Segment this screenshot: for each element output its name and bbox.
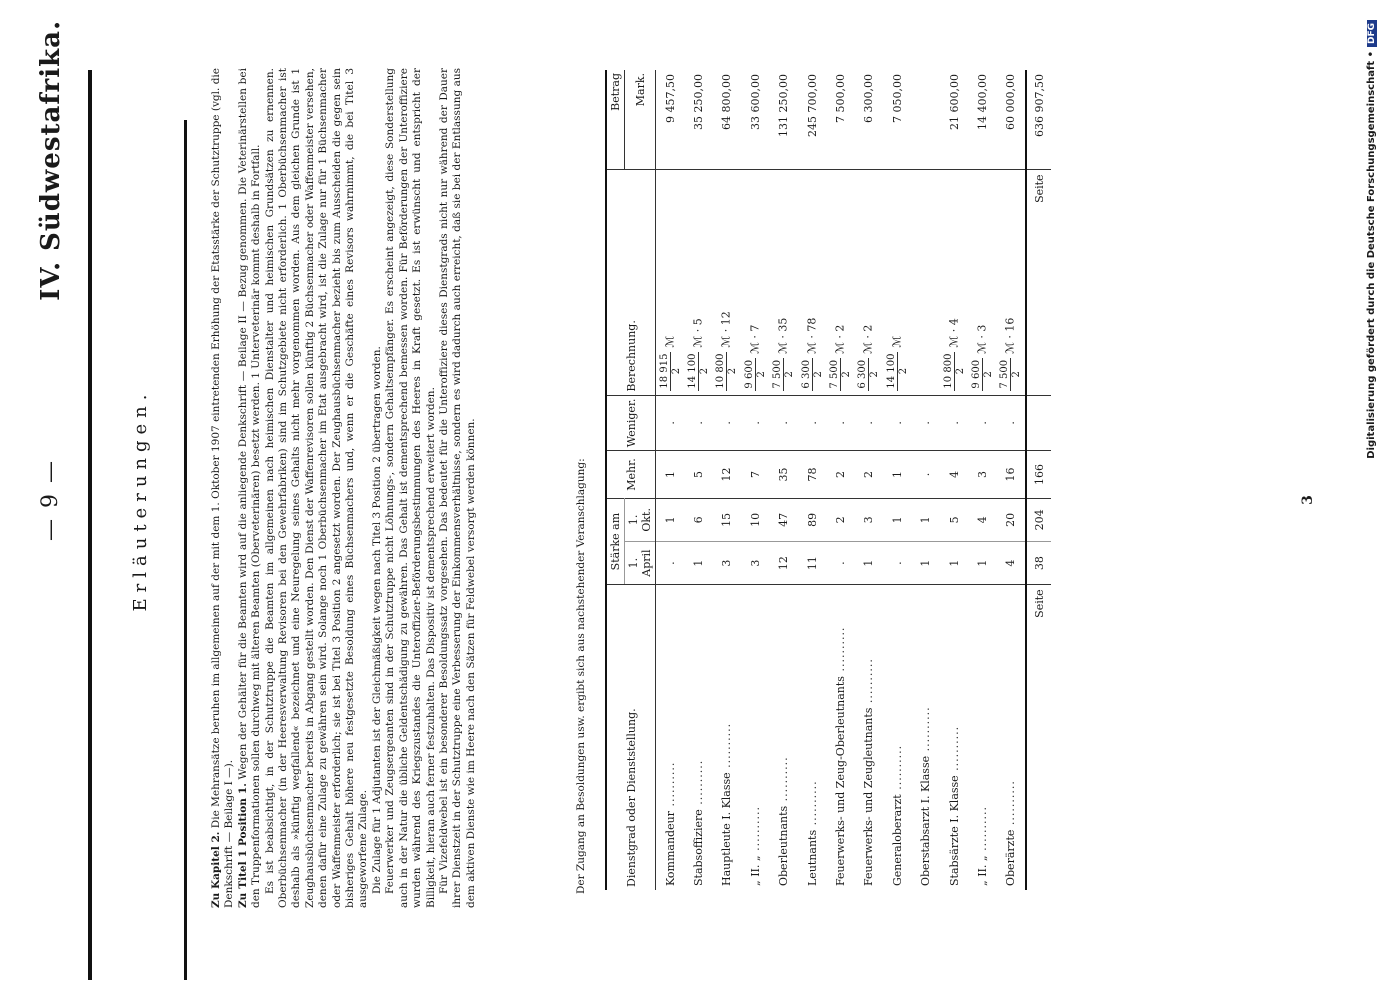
row-mehr: 1 — [883, 451, 911, 499]
fraction-numerator: 7 500 — [829, 359, 841, 389]
row-berechnung — [883, 170, 911, 395]
note-text: Wegen der Gehälter für die Beamten wird auf die anliegende Denkschrift — Beilage II — Bezug genommen. Die Veterinärstellen bei den Truppenformationen sollen durchweg mit älteren Beamten (Oberveterinären) besetzt werden. 1 Unterveterinär kommt deshalb in Fortfall. — [236, 68, 263, 908]
row-okt: 6 — [684, 498, 712, 541]
row-berechnung — [826, 170, 854, 395]
row-okt: 89 — [798, 498, 826, 541]
fraction-denominator: 2 — [812, 371, 824, 378]
row-name-text: Kommandeur — [663, 811, 677, 886]
fraction — [857, 358, 880, 391]
section-rule — [184, 120, 187, 980]
col-betrag: Betrag — [606, 70, 625, 170]
row-weniger: . — [968, 395, 996, 451]
fraction-numerator: 10 800 — [942, 353, 954, 389]
row-betrag: 7 050,00 — [890, 74, 904, 123]
row-april: 1 — [940, 541, 968, 585]
fraction — [971, 358, 994, 391]
row-okt: 47 — [770, 498, 798, 541]
note-paragraph — [371, 68, 384, 908]
table-row — [741, 70, 769, 890]
row-okt: 1 — [912, 498, 940, 541]
row-berechnung — [940, 170, 968, 395]
row-name — [656, 585, 685, 890]
row-weniger: . — [656, 395, 685, 451]
table-row — [855, 70, 883, 890]
fraction-denominator: 2 — [670, 367, 682, 375]
note-text: Die Zulage für 1 Adjutanten ist der Gleichmäßigkeit wegen nach Titel 3 Position 2 übertragen worden. — [370, 346, 383, 894]
digitization-credit — [1366, 20, 1377, 980]
row-betrag: 60 000,00 — [1004, 74, 1018, 130]
note-lead: Zu Titel 1 Position 1. — [236, 783, 249, 908]
fraction — [772, 358, 795, 391]
row-betrag: 35 250,00 — [692, 74, 706, 130]
row-okt: 1 — [656, 498, 685, 541]
fraction-denominator: 2 — [727, 367, 739, 375]
row-berechnung — [741, 170, 769, 395]
row-name-text: Stabsärzte I. Klasse — [947, 775, 961, 886]
note-paragraph — [264, 68, 371, 908]
row-okt: 20 — [997, 498, 1026, 541]
fraction-denominator: 2 — [841, 371, 853, 378]
row-mehr: 1 — [656, 451, 685, 499]
calc-factor: ℳ · 4 — [947, 318, 961, 348]
row-betrag: 7 500,00 — [834, 74, 848, 123]
fraction-denominator: 2 — [954, 367, 966, 375]
col-mark: Mark. — [625, 70, 656, 170]
table-intro: Der Zugang an Besoldungen usw. ergibt sich aus nachstehender Veranschlagung: — [575, 458, 587, 894]
row-name — [741, 585, 769, 890]
fraction — [659, 352, 682, 391]
fraction — [687, 352, 710, 391]
fraction — [886, 352, 909, 391]
calc-factor: ℳ · 2 — [833, 324, 847, 354]
row-name-text: Feuerwerks- und Zeug-Oberleutnants — [834, 676, 848, 886]
fraction-numerator: 14 100 — [885, 353, 897, 389]
row-weniger: . — [798, 395, 826, 451]
row-okt: 10 — [741, 498, 769, 541]
row-name — [826, 585, 854, 890]
fraction — [744, 358, 767, 391]
note-paragraph — [210, 68, 237, 908]
row-berechnung — [912, 170, 940, 395]
page-header — [38, 0, 78, 1000]
row-mehr: 5 — [684, 451, 712, 499]
table-row — [997, 70, 1026, 890]
fraction — [715, 352, 738, 391]
row-name-text: Stabsoffiziere — [692, 809, 706, 886]
note-lead: Zu Kapitel 2. — [210, 831, 222, 908]
row-mehr: 16 — [997, 451, 1026, 499]
row-mehr: 4 — [940, 451, 968, 499]
salary-table — [605, 70, 1051, 890]
row-name — [940, 585, 968, 890]
fraction — [999, 358, 1022, 391]
row-name — [855, 585, 883, 890]
row-weniger: . — [997, 395, 1026, 451]
col-okt: 1. Okt. — [625, 498, 656, 541]
note-paragraph — [384, 68, 438, 908]
row-weniger: . — [684, 395, 712, 451]
fraction-numerator: 6 300 — [857, 359, 869, 389]
row-april: 1 — [855, 541, 883, 585]
fraction-denominator: 2 — [982, 371, 994, 378]
row-betrag — [912, 70, 940, 170]
row-name — [798, 585, 826, 890]
table-row — [798, 70, 826, 890]
fraction — [943, 352, 966, 391]
calc-factor: ℳ · 7 — [748, 324, 762, 354]
note-paragraph — [438, 68, 478, 908]
row-mehr: 2 — [826, 451, 854, 499]
row-berechnung — [855, 170, 883, 395]
row-name — [912, 585, 940, 890]
col-april: 1. April — [625, 541, 656, 585]
calc-factor: ℳ · 3 — [975, 324, 989, 354]
fraction-denominator: 2 — [1011, 371, 1023, 378]
col-staerke: Stärke am — [606, 498, 625, 584]
total-betrag: 636 907,50 — [1026, 70, 1051, 170]
row-weniger: . — [855, 395, 883, 451]
row-mehr: 3 — [968, 451, 996, 499]
row-okt: 15 — [713, 498, 741, 541]
col-dienstgrad: Dienstgrad oder Dienststellung. — [606, 585, 656, 890]
note-text: Feuerwerker und Zeugsergeanten sind in der Schutztruppe nicht Löhnungs-, sondern Gehaltsempfänger. Es erscheint angezeigt, diese Sonderstellung auch in der Natur die übliche Geldentschädigung zu gewähren. Das Gehalt ist dementsprechend bemessen worden. Für Beförderungen der Unteroffiziere wurden während des Kriegszustandes die Unteroffizier-Beförderungsbestimmungen des Heeres in Kraft gesetzt. Es ist erwünscht und entspricht der Billigkeit, hieran auch ferner festzuhalten. Das Dispositiv ist dementsprechend erweitert worden. — [384, 68, 437, 908]
row-mehr: 2 — [855, 451, 883, 499]
row-name-text: „ II. „ — [975, 855, 989, 886]
row-name — [713, 585, 741, 890]
leader-dots: .......... — [890, 744, 904, 795]
leader-dots: .......... — [947, 725, 961, 776]
leader-dots: .......... — [919, 706, 933, 756]
fraction — [829, 358, 852, 391]
fraction-denominator: 2 — [784, 371, 796, 378]
total-mehr: 166 — [1026, 451, 1051, 499]
calc-factor: ℳ · 12 — [719, 311, 733, 348]
leader-dots: .......... — [663, 761, 677, 812]
row-weniger: . — [713, 395, 741, 451]
fraction-numerator: 9 600 — [743, 359, 755, 389]
row-betrag: 9 457,50 — [663, 74, 677, 123]
signature-mark: 3 — [1300, 495, 1316, 505]
fraction-numerator: 10 800 — [715, 353, 727, 389]
row-betrag: 21 600,00 — [947, 74, 961, 130]
table-row — [940, 70, 968, 890]
fraction-denominator: 2 — [897, 367, 909, 375]
header-rule — [88, 70, 92, 980]
row-berechnung — [798, 170, 826, 395]
row-betrag: 33 600,00 — [748, 74, 762, 130]
total-label: Seite — [1026, 585, 1051, 890]
note-text: Die Mehransätze beruhen im allgemeinen auf der mit dem 1. Oktober 1907 eintretenden Erhöhung der Etatsstärke der Schutztruppe (vgl. die Denkschrift — Beilage I —). — [210, 68, 236, 908]
row-okt: 4 — [968, 498, 996, 541]
total-weniger — [1026, 395, 1051, 451]
dfg-logo: DFG — [1367, 20, 1377, 47]
fraction — [801, 358, 824, 391]
note-text: Es ist beabsichtigt, in der Schutztruppe die Beamten im allgemeinen nach heimischen Dienstalter und heimischen Grundsätzen zu ernennen. Oberbüchsenmacher (in der Heeresverwaltung Revisoren bei den Gewehrfabriken) sind im Schutzgebiete nicht erforderlich. 1 Oberbüchsenmacher ist deshalb als »künftig wegfallend« bezeichnet und eine Neuregelung seines Gehalts nicht mehr vorgenommen worden. Aus dem gleichen Grunde ist 1 Zeughausbüchsenmacher bereits in Abgang gestellt worden. Den Dienst der Waffenrevisoren sollen künftig 2 Büchsenmacher oder Waffenmeister versehen, denen dafür eine Zulage zu gewähren sein wird. Solange noch 1 Oberbüchsenmacher im Etat ausgebracht wird, ist die Zulage nur für 1 Büchsenmacher oder Waffenmeister erforderlich; sie ist bei Titel 3 Position 2 angesetzt worden. Der Zeughausbüchsenmacher bezieht bis zum Ausscheiden die gegen sein bisheriges Gehalt höhere neu festgesetzte Besoldung eines Büchsenmachers und, wenn er die Geschäfte eines Revisors wahrnimmt, die bei Titel 3 ausgeworfene Zulage. — [263, 68, 370, 908]
row-okt: 5 — [940, 498, 968, 541]
row-betrag: 6 300,00 — [862, 74, 876, 123]
leader-dots: .......... — [834, 626, 848, 677]
table-row — [684, 70, 712, 890]
row-april: . — [883, 541, 911, 585]
row-april: 1 — [912, 541, 940, 585]
explanatory-notes — [210, 68, 478, 908]
row-betrag: 131 250,00 — [777, 74, 791, 137]
row-name-text: „ II. „ — [748, 855, 762, 886]
row-april: 4 — [997, 541, 1026, 585]
table-row — [826, 70, 854, 890]
calc-factor: ℳ · 16 — [1003, 317, 1017, 354]
row-april: 3 — [713, 541, 741, 585]
row-mehr: . — [912, 451, 940, 499]
row-berechnung — [656, 170, 685, 395]
section-title: Erläuterungen. — [130, 388, 151, 612]
row-berechnung — [968, 170, 996, 395]
row-okt: 1 — [883, 498, 911, 541]
row-april: . — [656, 541, 685, 585]
row-april: 12 — [770, 541, 798, 585]
fraction-numerator: 14 100 — [687, 353, 699, 389]
row-weniger: . — [770, 395, 798, 451]
fraction-denominator: 2 — [869, 371, 881, 378]
calc-factor: ℳ — [890, 335, 904, 348]
fraction-numerator: 6 300 — [800, 359, 812, 389]
calc-factor: ℳ · 35 — [776, 317, 790, 354]
table-header-row — [606, 70, 625, 890]
credit-text: Digitalisierung gefördert durch die Deutsche Forschungsgemeinschaft • — [1366, 51, 1377, 459]
row-berechnung — [684, 170, 712, 395]
total-calc-label: Seite — [1026, 170, 1051, 395]
row-name-text: Oberstabsarzt I. Klasse — [919, 755, 933, 886]
calc-factor: ℳ · 2 — [861, 324, 875, 354]
row-name-text: Hauptleute I. Klasse — [720, 772, 734, 886]
fraction-numerator: 18 915 — [658, 353, 670, 389]
row-okt: 2 — [826, 498, 854, 541]
fraction-numerator: 7 500 — [772, 359, 784, 389]
total-okt: 204 — [1026, 498, 1051, 541]
row-okt: 3 — [855, 498, 883, 541]
row-weniger: . — [741, 395, 769, 451]
row-mehr: 35 — [770, 451, 798, 499]
row-name — [997, 585, 1026, 890]
row-name-text: Oberärzte — [1004, 829, 1018, 886]
row-name-text: Generaloberarzt — [890, 794, 904, 886]
fraction-numerator: 9 600 — [970, 359, 982, 389]
row-betrag: 64 800,00 — [720, 74, 734, 130]
table-row — [912, 70, 940, 890]
fraction-denominator: 2 — [699, 367, 711, 375]
total-row — [1026, 70, 1051, 890]
table-row — [968, 70, 996, 890]
leader-dots: .......... — [692, 759, 706, 810]
row-weniger: . — [940, 395, 968, 451]
table-row — [883, 70, 911, 890]
row-april: . — [826, 541, 854, 585]
row-berechnung — [713, 170, 741, 395]
row-betrag: 14 400,00 — [975, 74, 989, 130]
table-row — [770, 70, 798, 890]
table-row — [713, 70, 741, 890]
calc-factor: ℳ — [663, 335, 677, 348]
fraction-numerator: 7 500 — [999, 359, 1011, 389]
row-mehr: 7 — [741, 451, 769, 499]
note-paragraph — [237, 68, 264, 908]
row-name — [968, 585, 996, 890]
row-name — [883, 585, 911, 890]
row-mehr: 78 — [798, 451, 826, 499]
leader-dots: .......... — [748, 805, 762, 856]
note-text: Für Vizefeldwebel ist ein besonderer Besoldungssatz vorgesehen. Das bedeutet für die Unteroffiziere dieses Dienstgrads nicht nur während der Dauer ihrer Dienstzeit in der Schutztruppe eine Verbesserung der Einkommensverhältnisse, sondern es wird dadurch auch erreicht, daß sie bei der Entlassung aus dem aktiven Dienste wie im Heere nach den Sätzen für Feldwebel versorgt werden können. — [437, 68, 477, 908]
col-mehr: Mehr. — [606, 451, 656, 499]
fraction-denominator: 2 — [755, 371, 767, 378]
row-berechnung — [770, 170, 798, 395]
row-april: 11 — [798, 541, 826, 585]
table-row — [656, 70, 685, 890]
row-weniger: . — [912, 395, 940, 451]
page-number: — 9 — — [38, 459, 63, 541]
total-april: 38 — [1026, 541, 1051, 585]
row-name — [770, 585, 798, 890]
leader-dots: .......... — [1004, 780, 1018, 830]
calc-factor: ℳ · 78 — [805, 317, 819, 354]
leader-dots: .......... — [720, 722, 734, 773]
calc-factor: ℳ · 5 — [691, 318, 705, 348]
row-april: 1 — [684, 541, 712, 585]
col-weniger: Weniger. — [606, 395, 656, 451]
leader-dots: .......... — [975, 805, 989, 856]
row-weniger: . — [826, 395, 854, 451]
table-body — [656, 70, 1027, 890]
row-april: 1 — [968, 541, 996, 585]
row-april: 3 — [741, 541, 769, 585]
leader-dots: .......... — [862, 658, 876, 708]
row-betrag: 245 700,00 — [805, 74, 819, 137]
region-heading: IV. Südwestafrika. — [36, 20, 66, 301]
row-weniger: . — [883, 395, 911, 451]
row-name-text: Feuerwerks- und Zeugleutnants — [862, 707, 876, 886]
row-name-text: Leutnants — [805, 829, 819, 886]
row-name-text: Oberleutnants — [777, 805, 791, 886]
leader-dots: .......... — [805, 780, 819, 830]
row-name — [684, 585, 712, 890]
row-mehr: 12 — [713, 451, 741, 499]
leader-dots: .......... — [777, 756, 791, 806]
col-berechnung: Berechnung. — [606, 170, 656, 395]
row-berechnung — [997, 170, 1026, 395]
